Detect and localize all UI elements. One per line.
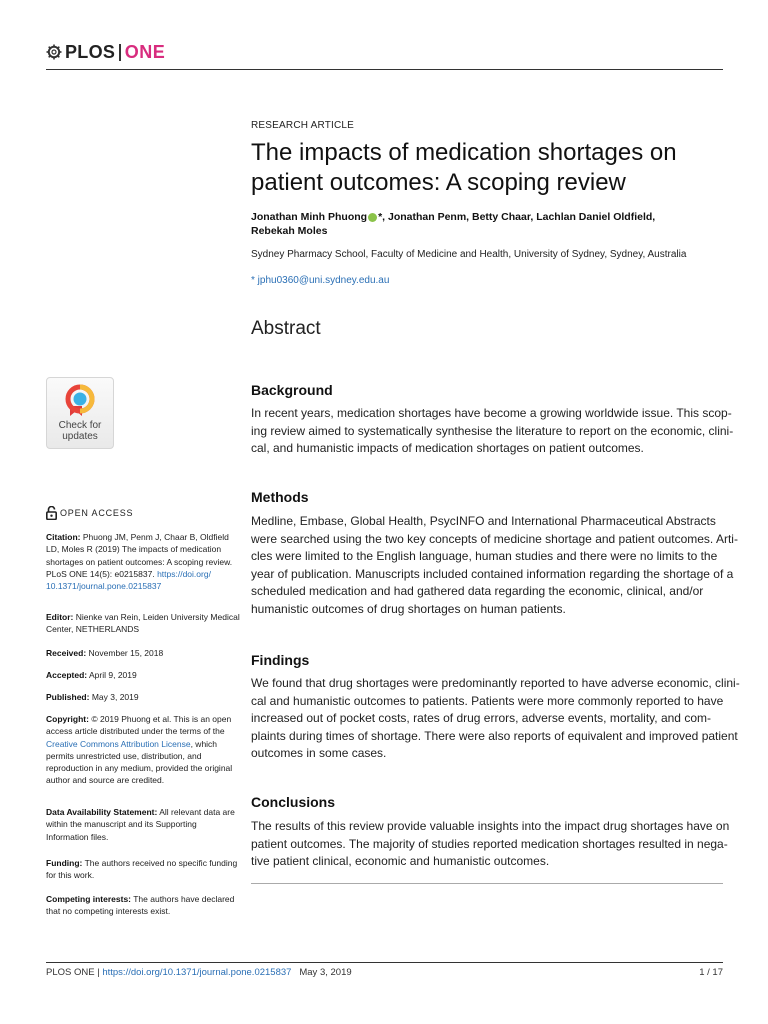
body-line: scheduled medication and had gathered data regarding the economic, clinical, and/or	[251, 584, 704, 598]
page-footer	[46, 967, 352, 978]
abstract-bottom-rule	[251, 883, 723, 884]
citation-doi-link[interactable]: 10.1371/journal.pone.0215837	[46, 581, 162, 592]
data-availability-text: Information files.	[46, 831, 109, 842]
author-others[interactable]: *, Jonathan Penm, Betty Chaar, Lachlan Daniel Oldfield,	[378, 211, 656, 223]
body-line: plaints during times of shortage. There were also reports of equivalent and improved patient	[251, 728, 738, 743]
page-number: 1 / 17	[699, 967, 723, 978]
bookmark-ribbon-icon	[64, 384, 96, 418]
author-first[interactable]: Jonathan Minh Phuong	[251, 211, 368, 223]
published-date	[46, 691, 236, 703]
competing-label: Competing interests:	[46, 894, 132, 904]
author-line-2[interactable]: Rebekah Moles	[251, 225, 328, 237]
citation-text: shortages on patient outcomes: A scoping review.	[46, 556, 233, 567]
footer-journal: PLOS ONE |	[46, 967, 100, 978]
published-value: May 3, 2019	[91, 692, 139, 702]
competing-interests-block	[46, 893, 236, 918]
citation-text: LD, Moles R (2019) The impacts of medication	[46, 544, 222, 555]
citation-label: Citation:	[46, 532, 81, 542]
copyright-text: reproduction in any medium, provided the original	[46, 763, 233, 774]
body-line: cal, and humanistic impacts of medication shortages on patient outcomes.	[251, 441, 644, 455]
article-type: RESEARCH ARTICLE	[251, 120, 355, 131]
body-line: increased out of pocket costs, rates of drug errors, adverse events, mortality, and com-	[251, 711, 711, 725]
footer-doi-link[interactable]: https://doi.org/10.1371/journal.pone.0215837	[102, 967, 292, 978]
header-rule	[46, 69, 723, 70]
body-line: The results of this review provide valuable insights into the impact drug shortages have on	[251, 819, 730, 833]
copyright-text: © 2019 Phuong et al. This is an open	[91, 714, 232, 724]
body-line: patient outcomes. The majority of studies reported medication shortages resulted in nega-	[251, 836, 728, 851]
citation-text: PLoS ONE 14(5): e0215837.	[46, 568, 155, 579]
abstract-heading: Abstract	[251, 318, 321, 339]
body-line: tive patient clinical, economic and humanistic outcomes.	[251, 854, 550, 868]
copyright-label: Copyright:	[46, 714, 89, 724]
body-line: cal and humanistic outcomes to patients. Patients were more commonly reported to have	[251, 693, 724, 708]
footer-rule	[46, 962, 723, 963]
conclusions-body	[251, 818, 729, 871]
methods-body	[251, 513, 738, 618]
badge-text-line: updates	[62, 431, 98, 442]
corresponding-email-link[interactable]: * jphu0360@uni.sydney.edu.au	[251, 275, 390, 286]
affiliation: Sydney Pharmacy School, Faculty of Medicine and Health, University of Sydney, Sydney, Australia	[251, 249, 687, 260]
accepted-date	[46, 669, 236, 681]
background-heading: Background	[251, 382, 333, 398]
findings-heading: Findings	[251, 652, 310, 668]
editor-label: Editor:	[46, 612, 74, 622]
copyright-text: , which	[190, 738, 218, 749]
cc-license-link[interactable]: Creative Commons Attribution License	[46, 738, 191, 749]
body-line: were searched using the two key concepts of medicine shortage and patient outcomes. Arti-	[251, 531, 738, 546]
body-line: Medline, Embase, Global Health, PsycINFO and International Pharmaceutical Abstracts	[251, 514, 716, 528]
body-line: We found that drug shortages were predominantly reported to have adverse economic, clini-	[251, 676, 740, 690]
editor-text: Nienke van Rein, Leiden University Medical	[75, 612, 240, 622]
editor-text: Center, NETHERLANDS	[46, 624, 140, 635]
plos-gear-icon	[46, 44, 62, 60]
conclusions-heading: Conclusions	[251, 794, 336, 810]
open-access-text: OPEN ACCESS	[60, 508, 134, 518]
methods-heading: Methods	[251, 489, 309, 505]
copyright-block	[46, 713, 236, 787]
body-line: outcomes in some cases.	[251, 746, 387, 760]
funding-block	[46, 857, 236, 882]
orcid-icon[interactable]	[368, 213, 377, 222]
title-line: The impacts of medication shortages on	[251, 139, 677, 166]
body-line: humanistic outcomes of drug shortages on human patients.	[251, 601, 566, 616]
badge-text-line: Check for	[58, 420, 102, 431]
data-availability-text: within the manuscript and its Supporting	[46, 819, 197, 830]
open-access-label	[46, 506, 133, 520]
title-line: patient outcomes: A scoping review	[251, 169, 626, 196]
body-line: cles were limited to the English language, human studies and there were no limits to the	[251, 549, 718, 563]
funding-label: Funding:	[46, 858, 83, 868]
article-title	[251, 138, 721, 198]
data-availability-text: All relevant data are	[159, 807, 235, 817]
data-availability-block	[46, 806, 236, 843]
body-line: In recent years, medication shortages have become a growing worldwide issue. This scop-	[251, 406, 732, 420]
citation-block	[46, 531, 236, 592]
received-value: November 15, 2018	[88, 648, 164, 658]
logo-one-text: ONE	[124, 41, 166, 62]
open-lock-icon	[46, 506, 57, 520]
copyright-text: access article distributed under the terms of the	[46, 726, 225, 737]
findings-body	[251, 675, 740, 763]
copyright-text: permits unrestricted use, distribution, and	[46, 750, 202, 761]
copyright-text: author and source are credited.	[46, 775, 165, 786]
received-date	[46, 647, 236, 659]
data-availability-label: Data Availability Statement:	[46, 807, 158, 817]
competing-text: that no competing interests exist.	[46, 906, 171, 917]
citation-doi-link[interactable]: https://doi.org/	[157, 568, 211, 579]
accepted-value: April 9, 2019	[89, 670, 137, 680]
background-body	[251, 405, 733, 458]
funding-text: for this work.	[46, 870, 95, 881]
body-line: ing review aimed to systematically synthesise the literature to report on the economic, clini-	[251, 423, 734, 438]
published-label: Published:	[46, 692, 90, 702]
competing-text: The authors have declared	[133, 894, 235, 904]
author-list	[251, 210, 721, 238]
accepted-label: Accepted:	[46, 670, 88, 680]
funding-text: The authors received no specific funding	[84, 858, 238, 868]
logo-divider	[119, 44, 121, 61]
citation-text: Phuong JM, Penm J, Chaar B, Oldfield	[82, 532, 229, 542]
editor-block	[46, 611, 240, 636]
footer-date: May 3, 2019	[299, 967, 352, 978]
plos-one-logo[interactable]	[46, 40, 165, 64]
received-label: Received:	[46, 648, 87, 658]
check-for-updates-badge[interactable]	[46, 377, 114, 449]
logo-plos-text: PLOS	[65, 41, 116, 62]
body-line: year of publication. Manuscripts included contained information regarding the shortage of a	[251, 566, 734, 581]
